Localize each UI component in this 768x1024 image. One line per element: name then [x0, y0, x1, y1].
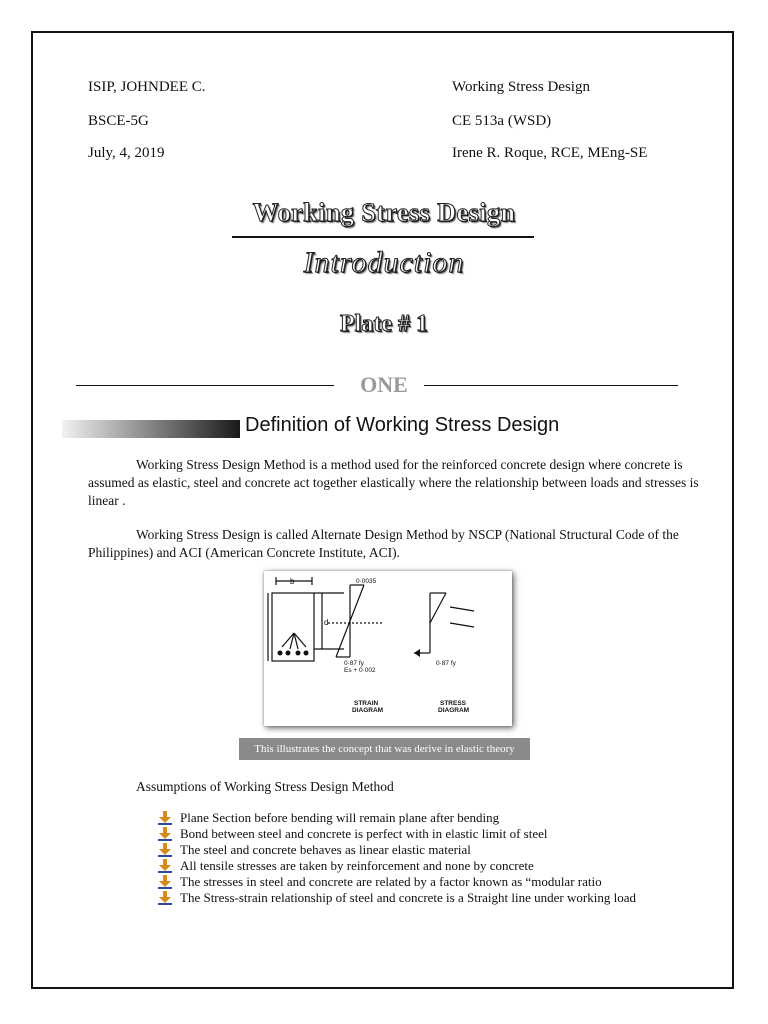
assumption-item: [158, 890, 636, 906]
section-rule-right: [424, 385, 678, 386]
student-name: ISIP, JOHNDEE C.: [88, 79, 206, 95]
paragraph-alternate-method: Working Stress Design is called Alternate Design Method by NSCP (National Structural Code of the Philippines) and ACI (American Concrete Institute, ACI).: [88, 527, 679, 560]
plate-number: Plate # 1: [340, 311, 428, 337]
main-title: Working Stress Design: [252, 198, 516, 227]
section-heading: Definition of Working Stress Design: [245, 414, 560, 436]
label-strain-bottom-2: Es + 0·002: [344, 667, 376, 674]
assumption-text: The steel and concrete behaves as linear elastic material: [180, 842, 471, 857]
assumption-item: [158, 858, 636, 874]
assumption-text: Bond between steel and concrete is perfect with in elastic limit of steel: [180, 826, 548, 841]
down-arrow-bullet-icon: [158, 875, 172, 889]
label-b: b: [290, 577, 295, 586]
down-arrow-bullet-icon: [158, 827, 172, 841]
beam-section: [272, 593, 314, 661]
assumption-text: Plane Section before bending will remain plane after bending: [180, 810, 500, 825]
down-arrow-bullet-icon: [158, 811, 172, 825]
down-arrow-bullet-icon: [158, 859, 172, 873]
course-title: Working Stress Design: [452, 79, 590, 95]
label-stress-bottom: 0·87 fy: [436, 660, 456, 667]
label-strain-diagram-2: DIAGRAM: [352, 707, 384, 714]
assumption-item: [158, 874, 636, 890]
strain-stress-figure: [264, 571, 512, 726]
label-strain-top: 0·0035: [356, 578, 377, 585]
heading-gradient-bar: [62, 420, 240, 438]
figure-caption: This illustrates the concept that was derive in elastic theory: [239, 738, 530, 760]
section-number: ONE: [360, 372, 408, 397]
assumption-text: The Stress-strain relationship of steel and concrete is a Straight line under working load: [180, 890, 636, 905]
label-strain-diagram: STRAIN: [354, 700, 379, 707]
assumption-text: The stresses in steel and concrete are related by a factor known as “modular ratio: [180, 874, 602, 889]
label-d: d: [324, 618, 329, 627]
course-code: CE 513a (WSD): [452, 113, 552, 129]
instructor-name: Irene R. Roque, RCE, MEng-SE: [452, 145, 648, 161]
label-stress-diagram-2: DIAGRAM: [438, 707, 470, 714]
title-underline: [232, 236, 534, 238]
subtitle: Introduction: [303, 246, 465, 279]
submission-date: July, 4, 2019: [88, 145, 165, 161]
paragraph-definition: Working Stress Design Method is a method used for the reinforced concrete design where concrete is assumed as elastic, steel and concrete act together elastically where the relationship between loads and stresses is linear .: [88, 457, 699, 508]
assumption-text: All tensile stresses are taken by reinforcement and none by concrete: [180, 858, 534, 873]
label-stress-diagram: STRESS: [440, 700, 467, 707]
assumptions-heading: Assumptions of Working Stress Design Method: [136, 779, 394, 794]
assumption-item: [158, 810, 636, 826]
label-strain-bottom: 0·87 fy: [344, 660, 364, 667]
strain-stress-diagram: [264, 571, 512, 726]
assumptions-list: [158, 810, 636, 906]
down-arrow-bullet-icon: [158, 891, 172, 905]
student-section: BSCE-5G: [88, 113, 149, 129]
assumption-item: [158, 842, 636, 858]
down-arrow-bullet-icon: [158, 843, 172, 857]
assumption-item: [158, 826, 636, 842]
